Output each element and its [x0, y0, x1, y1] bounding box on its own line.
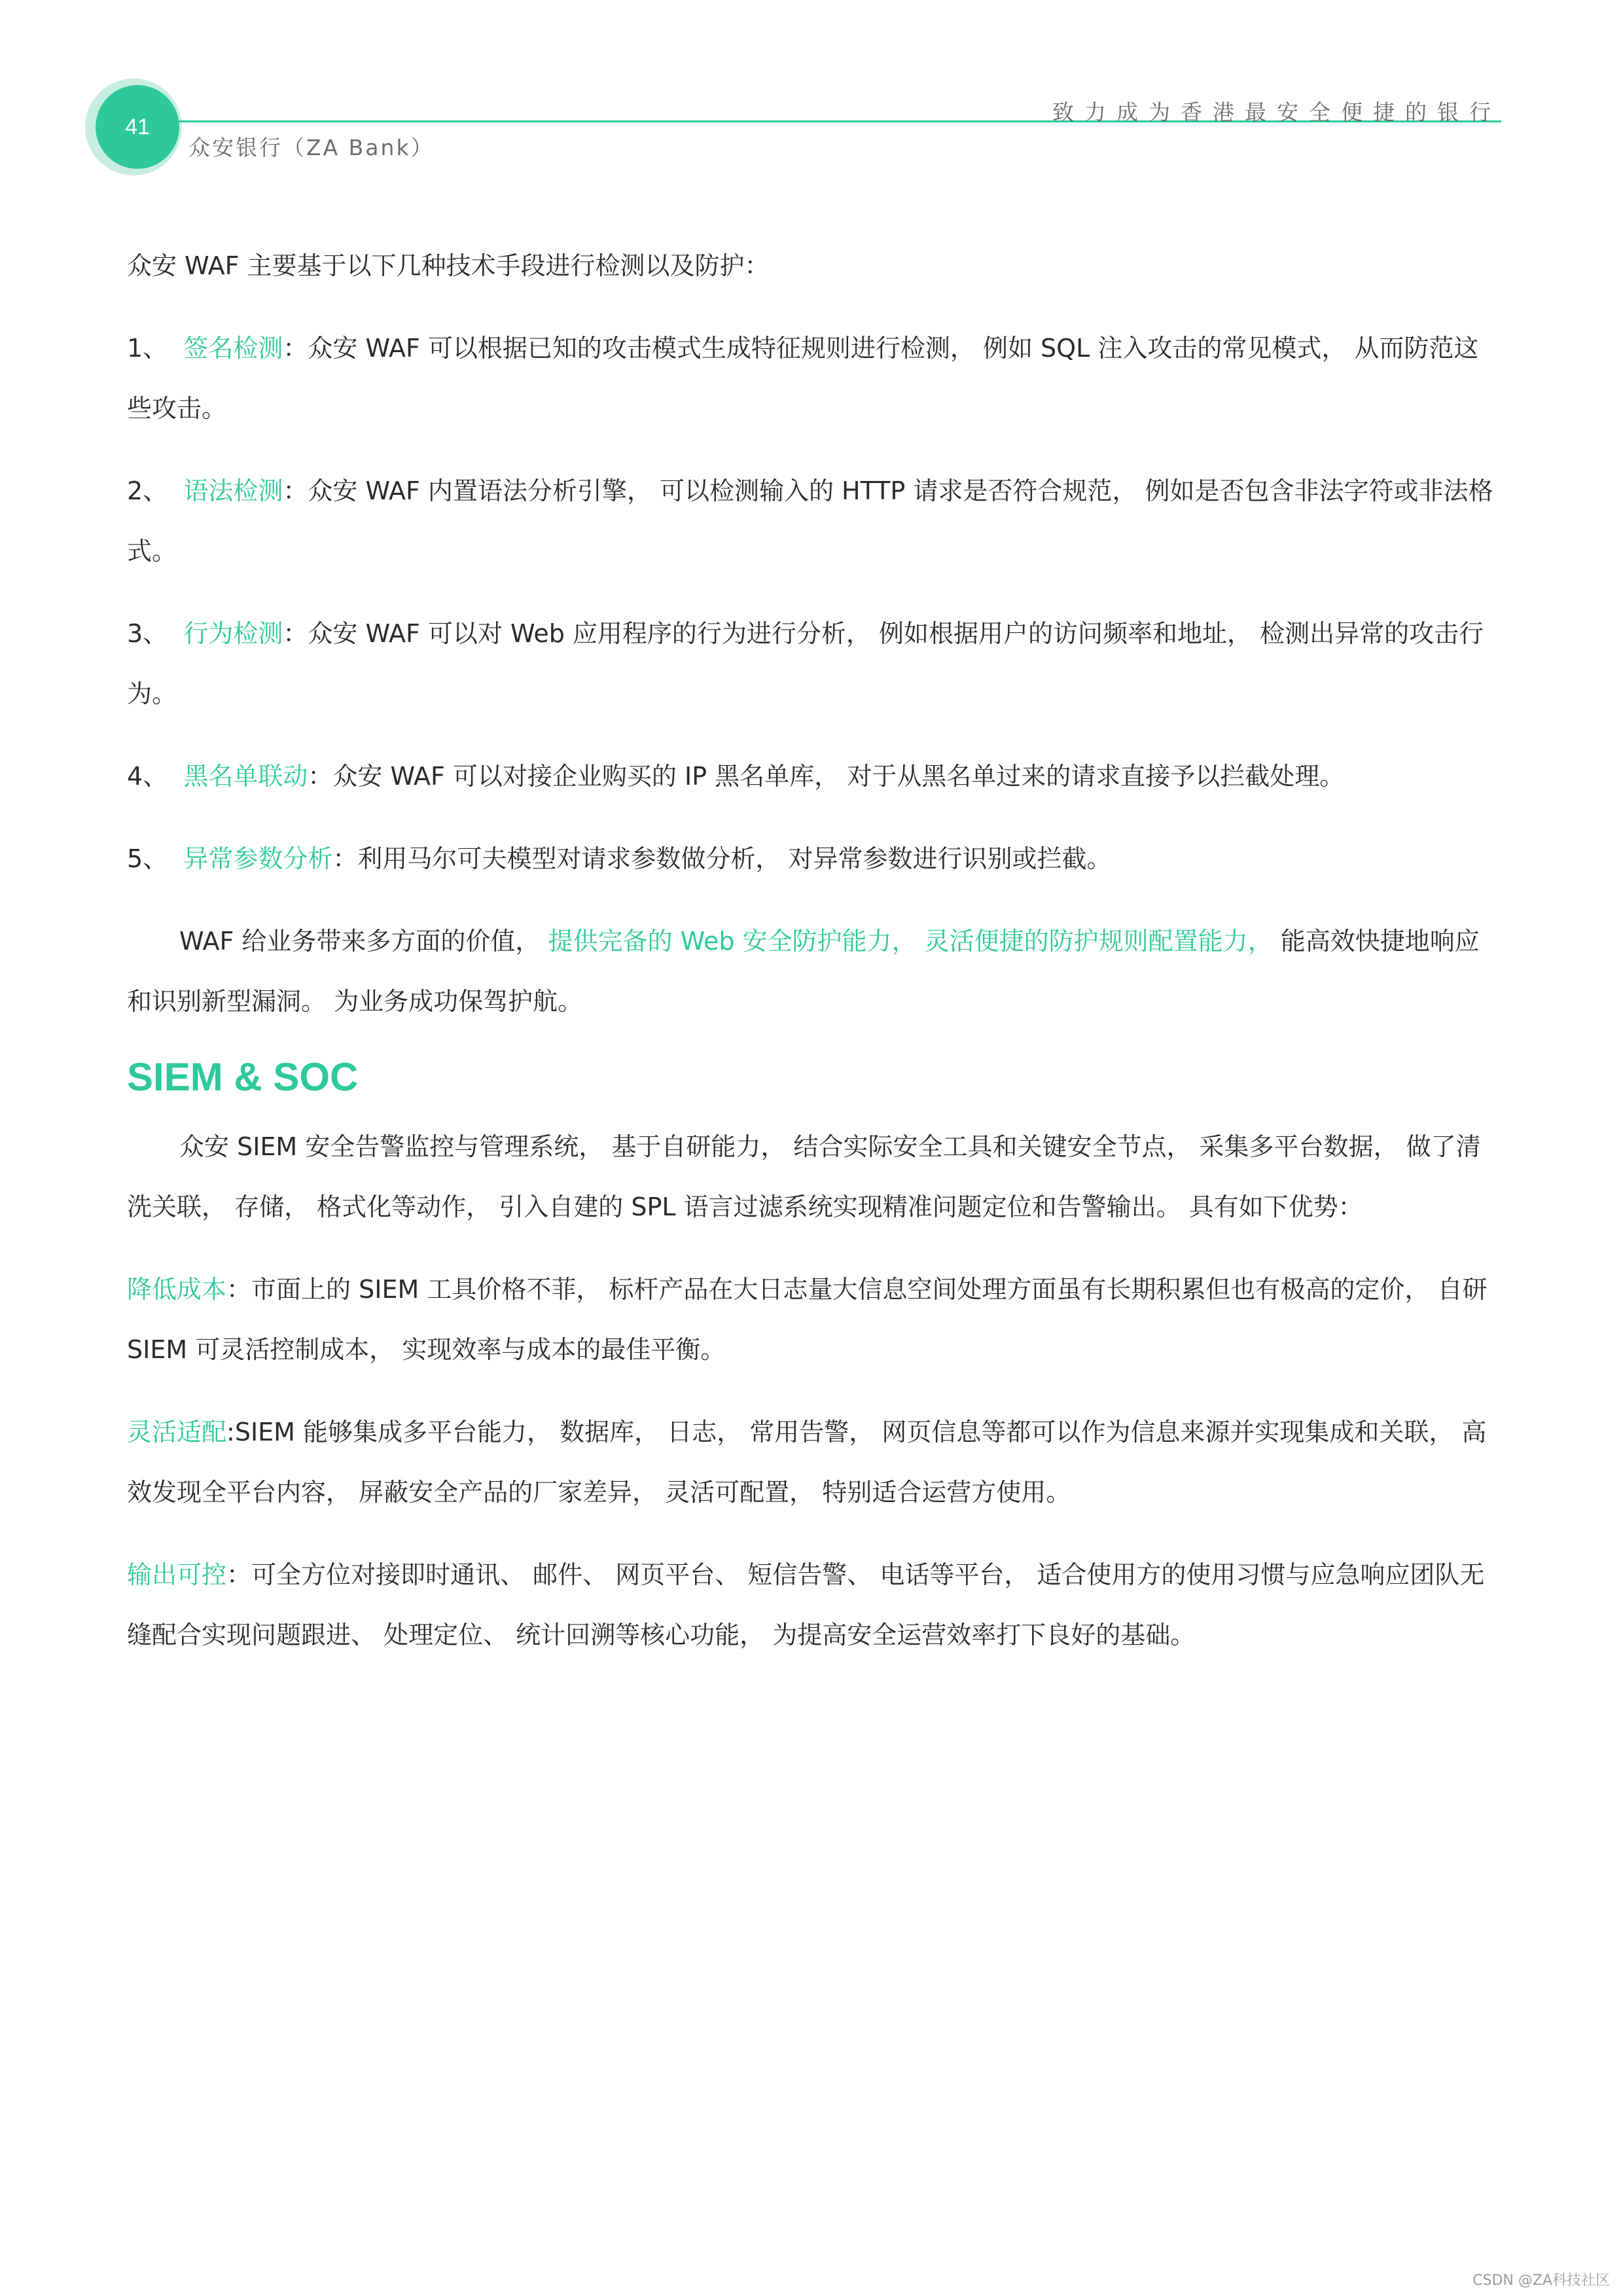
- waf-value-lead: WAF 给业务带来多方面的价值，: [179, 927, 541, 956]
- page-header: [0, 0, 1623, 196]
- item-separator: ：: [332, 844, 358, 873]
- item-text: 可全方位对接即时通讯、 邮件、 网页平台、 短信告警、 电话等平台， 适合使用方的使用习惯与应急响应团队无缝配合实现问题跟进、 处理定位、 统计回溯等核心功能， 为提高安全运营效率打下良好的基础。: [127, 1560, 1485, 1649]
- item-term: 灵活适配: [127, 1418, 227, 1446]
- siem-item-3: [127, 1545, 1501, 1665]
- item-term: 输出可控: [127, 1560, 227, 1589]
- siem-item-1: [127, 1259, 1501, 1380]
- item-term: 语法检测: [183, 476, 283, 505]
- item-number: 5、: [127, 844, 168, 873]
- item-text: 众安 WAF 可以根据已知的攻击模式生成特征规则进行检测， 例如 SQL 注入攻击的常见模式， 从而防范这些攻击。: [127, 334, 1479, 423]
- item-text: 众安 WAF 可以对接企业购买的 IP 黑名单库， 对于从黑名单过来的请求直接予以拦截处理。: [332, 762, 1345, 791]
- item-text: 利用马尔可夫模型对请求参数做分析， 对异常参数进行识别或拦截。: [357, 844, 1112, 873]
- waf-item-1: [127, 318, 1501, 439]
- siem-item-2: [127, 1402, 1501, 1522]
- item-text: 众安 WAF 可以对 Web 应用程序的行为进行分析， 例如根据用户的访问频率和地址， 检测出异常的攻击行为。: [127, 619, 1484, 708]
- waf-item-2: [127, 461, 1501, 581]
- siem-intro: 众安 SIEM 安全告警监控与管理系统， 基于自研能力， 结合实际安全工具和关键安全节点， 采集多平台数据， 做了清洗关联， 存储， 格式化等动作， 引入自建的 SPL 语言过滤系统实现精准问题定位和告警输出。 具有如下优势：: [127, 1132, 1481, 1221]
- waf-item-5: [127, 829, 1501, 889]
- waf-intro: 众安 WAF 主要基于以下几种技术手段进行检测以及防护：: [127, 251, 770, 280]
- page-number-badge: 41: [96, 85, 179, 169]
- item-number: 1、: [127, 334, 168, 363]
- item-term: 签名检测: [183, 334, 283, 363]
- item-text: SIEM 能够集成多平台能力， 数据库， 日志， 常用告警， 网页信息等都可以作为信息来源并实现集成和关联， 高效发现全平台内容， 屏蔽安全产品的厂家差异， 灵活可配置， 特别适合运营方使用。: [127, 1418, 1487, 1507]
- item-text: 众安 WAF 内置语法分析引擎， 可以检测输入的 HTTP 请求是否符合规范， 例如是否包含非法字符或非法格式。: [127, 476, 1493, 565]
- document-body: [127, 236, 1501, 1665]
- item-separator: ：: [283, 619, 308, 648]
- waf-value-tail: 能高效快捷地响应和识别新型漏洞。 为业务成功保驾护航。: [127, 927, 1480, 1016]
- item-number: 4、: [127, 762, 168, 791]
- item-term: 黑名单联动: [183, 762, 308, 791]
- item-text: 市面上的 SIEM 工具价格不菲， 标杆产品在大日志量大信息空间处理方面虽有长期积累但也有极高的定价， 自研 SIEM 可灵活控制成本， 实现效率与成本的最佳平衡。: [127, 1275, 1488, 1364]
- item-number: 2、: [127, 476, 168, 505]
- item-number: 3、: [127, 619, 168, 648]
- item-term: 行为检测: [183, 619, 283, 648]
- header-bank-name: 众安银行（ZA Bank）: [188, 135, 435, 160]
- waf-item-3: [127, 603, 1501, 724]
- item-term: 降低成本: [127, 1275, 227, 1304]
- item-separator: ：: [308, 762, 333, 791]
- waf-item-4: [127, 746, 1501, 806]
- item-separator: ：: [226, 1560, 252, 1589]
- item-separator: :: [226, 1418, 235, 1446]
- item-separator: ：: [283, 476, 308, 505]
- footer-credit: CSDN @ZA科技社区: [1472, 2272, 1610, 2289]
- header-slogan: 致力成为香港最安全便捷的银行: [1052, 99, 1501, 125]
- section-title-siem-soc: SIEM & SOC: [127, 1055, 359, 1099]
- waf-value-highlight: 提供完备的 Web 安全防护能力， 灵活便捷的防护规则配置能力，: [548, 927, 1273, 956]
- waf-value-paragraph: [127, 911, 1501, 1031]
- item-separator: ：: [283, 334, 308, 363]
- item-separator: ：: [226, 1275, 252, 1304]
- item-term: 异常参数分析: [183, 844, 333, 873]
